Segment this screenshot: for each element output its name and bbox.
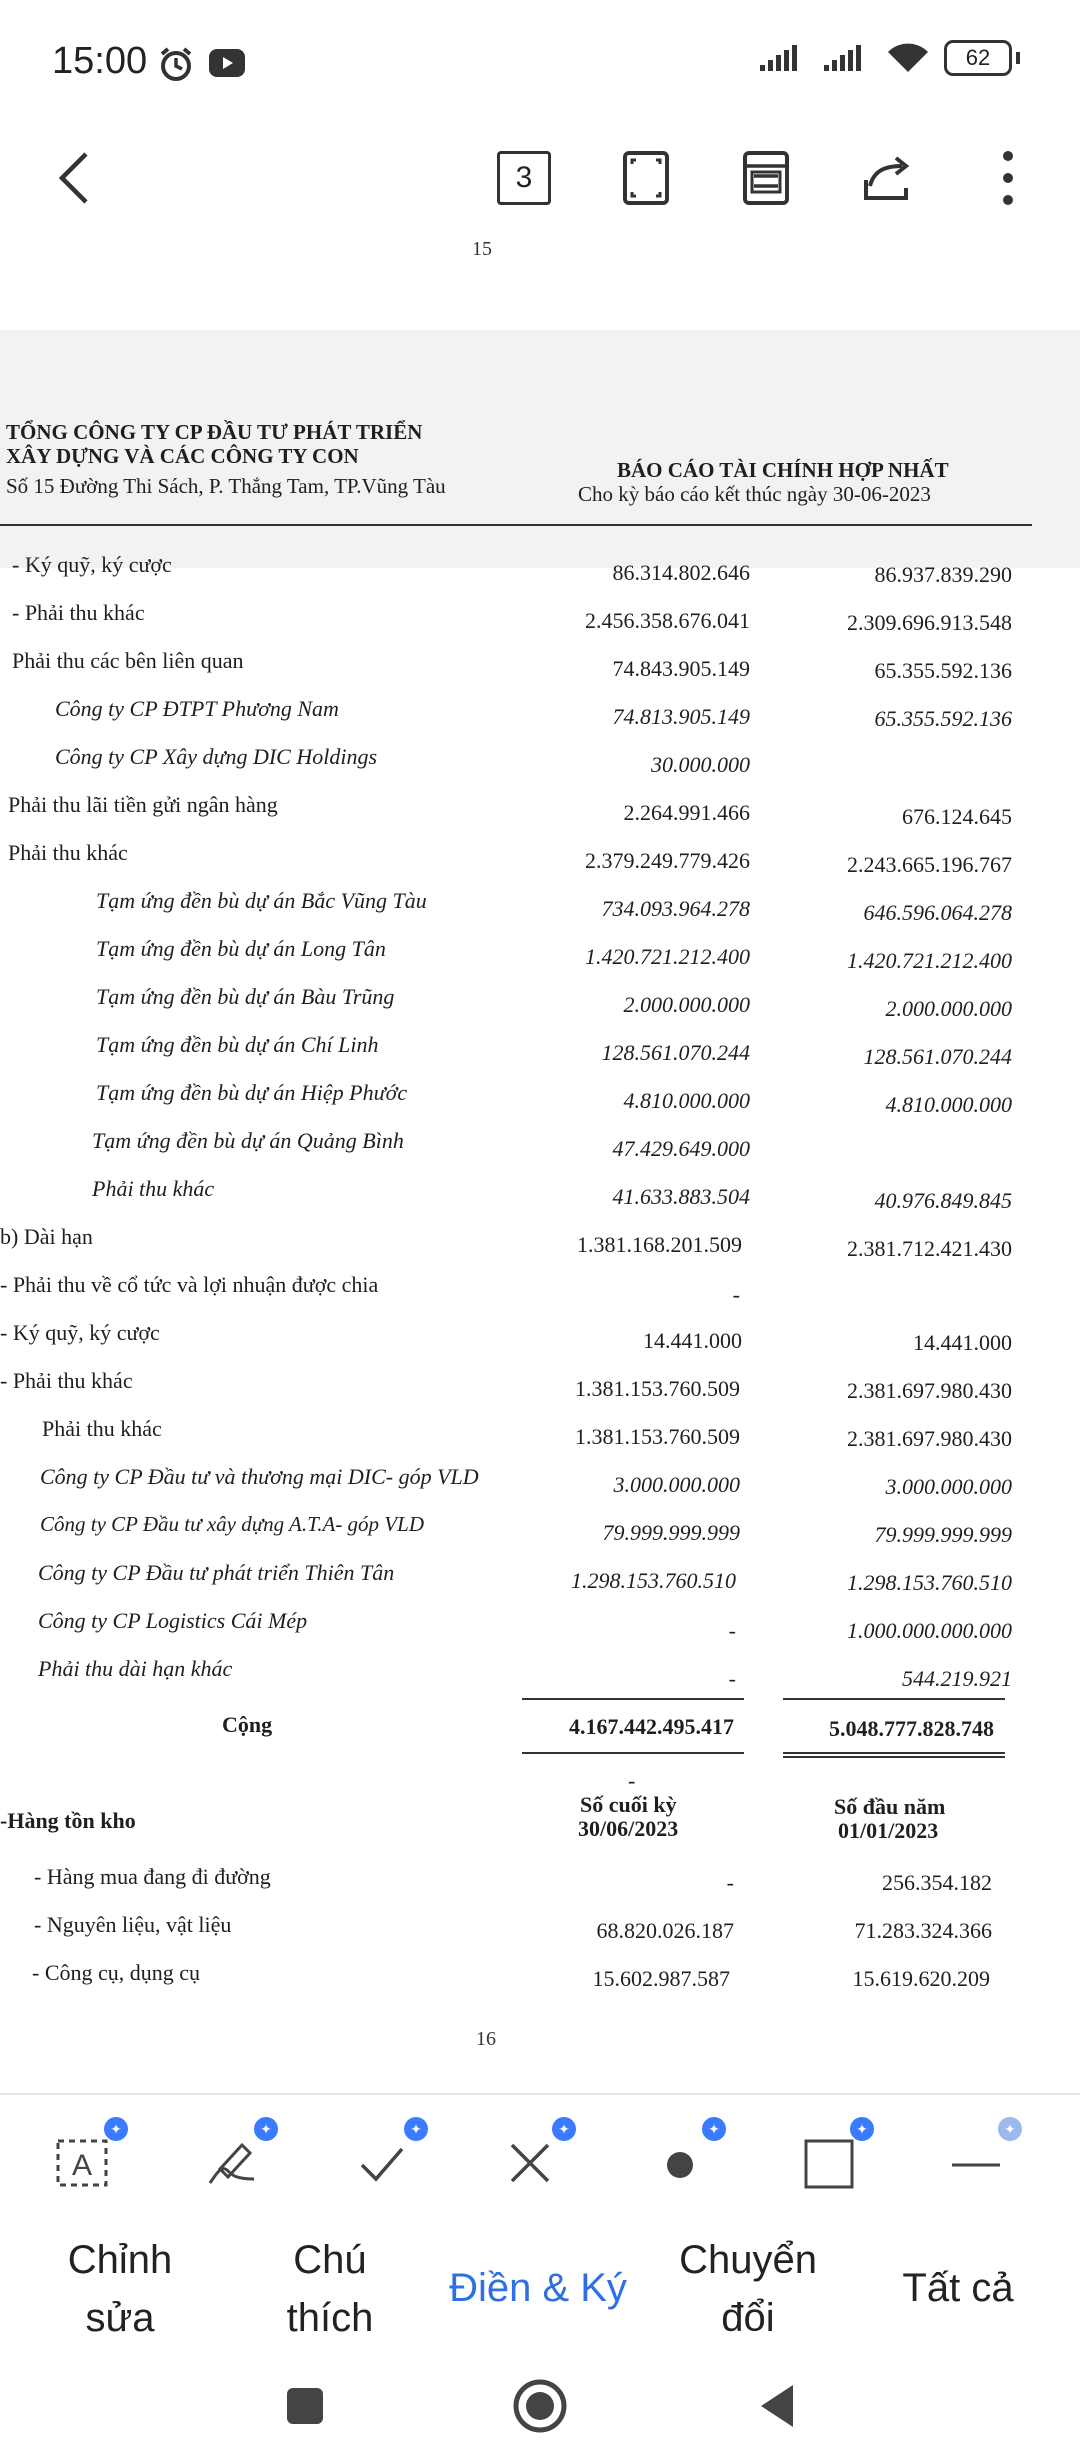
back-arrow-icon[interactable] (36, 140, 112, 216)
inventory-row-value-end: 68.820.026.187 (596, 1918, 734, 1943)
row-value-end: 1.381.153.760.509 (575, 1424, 740, 1449)
row-label: b) Dài hạn (0, 1224, 93, 1249)
row-label: Công ty CP Xây dựng DIC Holdings (55, 744, 378, 769)
row-label: Phải thu khác (92, 1176, 215, 1201)
row-value-start: 86.937.839.290 (874, 562, 1012, 587)
row-value-end: 2.456.358.676.041 (585, 608, 750, 633)
row-label: Công ty CP Đầu tư phát triển Thiên Tân (38, 1560, 395, 1585)
row-value-start: 3.000.000.000 (885, 1474, 1012, 1499)
row-label: Phải thu dài hạn khác (38, 1656, 233, 1681)
status-time: 15:00 (52, 40, 148, 82)
row-value-end: 2.379.249.779.426 (585, 848, 750, 873)
row-value-end: 14.441.000 (643, 1328, 742, 1353)
row-value-end: 734.093.964.278 (601, 896, 750, 921)
row-label: Tạm ứng đền bù dự án Chí Linh (96, 1032, 379, 1057)
document-viewer[interactable] (0, 238, 1080, 2093)
row-value-end: 79.999.999.999 (602, 1520, 740, 1545)
row-value-end: 74.843.905.149 (612, 656, 750, 681)
page-count: 3 (497, 151, 551, 205)
row-label: Phải thu các bên liên quan (12, 648, 244, 673)
page-number-top: 15 (472, 238, 492, 260)
row-value-end: 1.381.168.201.509 (577, 1232, 742, 1257)
row-label: Công ty CP ĐTPT Phương Nam (55, 696, 339, 721)
home-button[interactable] (505, 2371, 575, 2441)
row-value-end: - (728, 1618, 736, 1643)
row-value-end: 1.298.153.760.510 (571, 1568, 736, 1593)
row-label: Tạm ứng đền bù dự án Long Tân (96, 936, 386, 961)
row-value-start: 4.810.000.000 (885, 1092, 1012, 1117)
row-value-end: 128.561.070.244 (601, 1040, 750, 1065)
viewer-toolbar (0, 120, 1080, 238)
row-label: Công ty CP Logistics Cái Mép (38, 1608, 308, 1633)
row-label: Phải thu lãi tiền gửi ngân hàng (8, 792, 278, 817)
status-bar (0, 0, 1080, 120)
row-value-end: 86.314.802.646 (612, 560, 750, 585)
row-value-end: 1.381.153.760.509 (575, 1376, 740, 1401)
line-tool[interactable] (936, 2120, 1016, 2203)
row-value-end: 41.633.883.504 (612, 1184, 750, 1209)
row-label: - Phải thu về cổ tức và lợi nhuận được chia (0, 1272, 379, 1297)
inventory-row-value-end: 15.602.987.587 (592, 1966, 730, 1991)
inventory-row-label: - Nguyên liệu, vật liệu (34, 1912, 232, 1937)
cross-tool[interactable] (490, 2120, 570, 2203)
recent-apps-button[interactable] (270, 2371, 340, 2441)
row-value-end: 4.810.000.000 (623, 1088, 750, 1113)
inventory-row-value-start: 15.619.620.209 (852, 1966, 990, 1991)
text-box-tool[interactable] (42, 2120, 122, 2203)
row-value-start: 676.124.645 (902, 804, 1012, 829)
dot-tool[interactable] (640, 2120, 720, 2203)
row-value-start: 2.243.665.196.767 (847, 852, 1012, 877)
row-label: Tạm ứng đền bù dự án Hiệp Phước (96, 1080, 408, 1105)
inventory-dash: - (628, 1768, 636, 1793)
premium-badge-icon: ✦ (850, 2117, 874, 2141)
total-label: Cộng (222, 1712, 273, 1737)
total-value-end: 4.167.442.495.417 (569, 1714, 734, 1739)
report-period: Cho kỳ báo cáo kết thúc ngày 30-06-2023 (578, 482, 931, 506)
row-label: Công ty CP Đầu tư và thương mại DIC- góp VLD (40, 1464, 479, 1489)
reading-mode-icon[interactable] (728, 140, 804, 216)
system-nav-bar (0, 2351, 1080, 2460)
row-value-end: 1.420.721.212.400 (585, 944, 750, 969)
share-icon[interactable] (850, 140, 926, 216)
checkmark-tool[interactable] (342, 2120, 422, 2203)
company-name-line1: TỔNG CÔNG TY CP ĐẦU TƯ PHÁT TRIỂN (6, 420, 423, 444)
inventory-row-value-start: 71.283.324.366 (854, 1918, 992, 1943)
rectangle-tool[interactable] (788, 2120, 868, 2203)
row-value-start: 65.355.592.136 (874, 706, 1012, 731)
back-button[interactable] (742, 2371, 812, 2441)
premium-badge-icon: ✦ (404, 2117, 428, 2141)
row-value-start: 1.000.000.000.000 (847, 1618, 1012, 1643)
row-value-start: 544.219.921 (902, 1666, 1012, 1691)
row-value-start: 79.999.999.999 (874, 1522, 1012, 1547)
youtube-icon (208, 48, 246, 83)
signal-icon-1 (758, 43, 808, 73)
row-value-end: 3.000.000.000 (613, 1472, 740, 1497)
row-value-start: 128.561.070.244 (863, 1044, 1012, 1069)
tab-all[interactable]: Tất cả (902, 2266, 1014, 2310)
tab-edit[interactable]: Chỉnh sửa (67, 2238, 173, 2340)
premium-badge-icon: ✦ (104, 2117, 128, 2141)
col1-header-line2: 30/06/2023 (578, 1816, 679, 1841)
row-value-start: 1.420.721.212.400 (847, 948, 1012, 973)
inventory-row-value-start: 256.354.182 (882, 1870, 992, 1895)
mode-tabs (0, 2221, 1080, 2351)
row-value-start: 1.298.153.760.510 (847, 1570, 1012, 1595)
row-label: Phải thu khác (8, 840, 128, 865)
page-number-bottom: 16 (476, 2028, 496, 2050)
wifi-icon (886, 42, 930, 74)
row-label: - Ký quỹ, ký cược (0, 1320, 160, 1345)
row-value-start: 2.381.697.980.430 (847, 1378, 1012, 1403)
premium-badge-icon: ✦ (702, 2117, 726, 2141)
col1-header-line1: Số cuối kỳ (580, 1792, 677, 1817)
row-label: Tạm ứng đền bù dự án Bắc Vũng Tàu (96, 888, 427, 913)
more-options-icon[interactable] (970, 140, 1046, 216)
row-label: Tạm ứng đền bù dự án Quảng Bình (92, 1128, 404, 1153)
row-value-end: 2.264.991.466 (623, 800, 750, 825)
row-value-start: 65.355.592.136 (874, 658, 1012, 683)
header-rule (0, 524, 1032, 526)
tab-convert[interactable]: Chuyển đổi (679, 2238, 817, 2340)
row-value-start: 2.000.000.000 (885, 996, 1012, 1021)
row-value-start: 2.381.712.421.430 (847, 1236, 1012, 1261)
row-value-start: 14.441.000 (913, 1330, 1012, 1355)
row-label: Tạm ứng đền bù dự án Bàu Trũng (96, 984, 395, 1009)
row-label: - Ký quỹ, ký cược (12, 552, 172, 577)
company-name-line2: XÂY DỰNG VÀ CÁC CÔNG TY CON (6, 444, 359, 468)
fill-sign-tools (0, 2093, 1080, 2223)
inventory-title: -Hàng tồn kho (0, 1808, 136, 1833)
premium-badge-icon: ✦ (552, 2117, 576, 2141)
page-count-button[interactable] (486, 140, 562, 216)
tab-annotate[interactable]: Chú thích (286, 2238, 374, 2340)
inventory-row-label: - Hàng mua đang đi đường (34, 1864, 271, 1889)
row-label: Phải thu khác (42, 1416, 162, 1441)
battery-icon: 62 (944, 40, 1012, 76)
tab-fill-sign[interactable]: Điền & Ký (449, 2266, 627, 2310)
row-value-start: 40.976.849.845 (874, 1188, 1012, 1213)
row-value-end: - (728, 1666, 736, 1691)
row-label: - Phải thu khác (0, 1368, 133, 1393)
svg-text:A: A (71, 2149, 93, 2182)
row-label: - Phải thu khác (12, 600, 145, 625)
report-title: BÁO CÁO TÀI CHÍNH HỢP NHẤT (617, 458, 949, 482)
signal-icon-2 (822, 43, 872, 73)
alarm-icon (156, 44, 196, 89)
fullscreen-icon[interactable] (608, 140, 684, 216)
row-value-start: 646.596.064.278 (863, 900, 1012, 925)
col2-header-line1: Số đầu năm (834, 1794, 946, 1819)
row-value-end: - (732, 1282, 740, 1307)
col2-header-line2: 01/01/2023 (838, 1818, 939, 1843)
row-value-start: 2.309.696.913.548 (847, 610, 1012, 635)
inventory-row-label: - Công cụ, dụng cụ (32, 1960, 201, 1985)
row-value-end: 30.000.000 (651, 752, 750, 777)
row-value-end: 2.000.000.000 (623, 992, 750, 1017)
row-value-end: 74.813.905.149 (612, 704, 750, 729)
row-value-end: 47.429.649.000 (612, 1136, 750, 1161)
signature-tool[interactable] (192, 2120, 272, 2203)
inventory-row-value-end: - (726, 1870, 734, 1895)
premium-badge-icon: ✦ (998, 2117, 1022, 2141)
status-icons (758, 40, 1020, 76)
row-label: Công ty CP Đầu tư xây dựng A.T.A- góp VLD (40, 1512, 424, 1536)
row-value-start: 2.381.697.980.430 (847, 1426, 1012, 1451)
company-address: Số 15 Đường Thi Sách, P. Thắng Tam, TP.Vũng Tàu (6, 474, 446, 498)
premium-badge-icon: ✦ (254, 2117, 278, 2141)
total-value-start: 5.048.777.828.748 (829, 1716, 994, 1741)
